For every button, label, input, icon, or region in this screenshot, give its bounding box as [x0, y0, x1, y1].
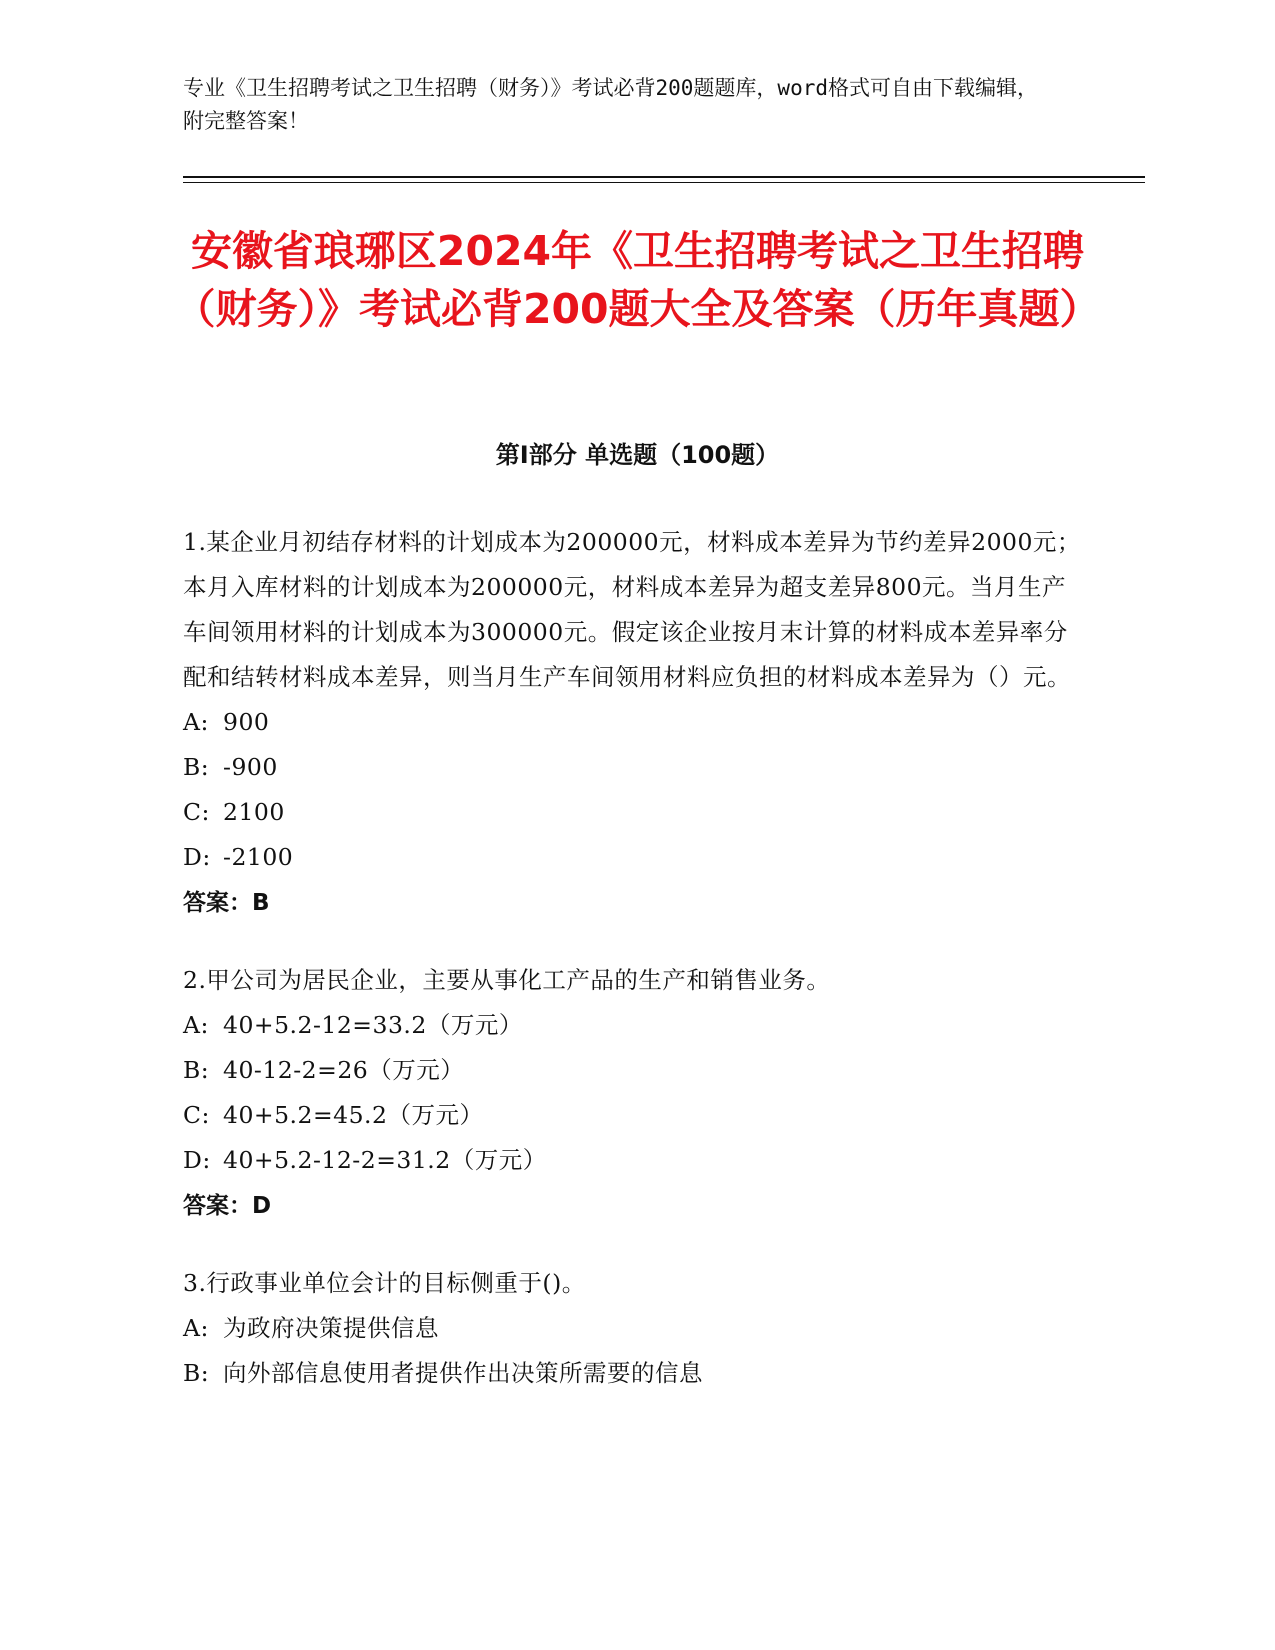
option-letter: B: [183, 1359, 210, 1387]
option-text: 40+5.2=45.2（万元） [223, 1101, 484, 1129]
question-stem: 2.甲公司为居民企业，主要从事化工产品的生产和销售业务。 [183, 966, 831, 994]
option-letter: A: [183, 1314, 209, 1342]
option-text: 向外部信息使用者提供作出决策所需要的信息 [223, 1359, 703, 1387]
option-d [183, 1138, 1083, 1183]
option-letter: D: [183, 843, 211, 871]
question-list [183, 520, 1083, 1428]
question-1 [183, 520, 1083, 926]
option-c [183, 790, 1083, 835]
option-b [183, 1048, 1083, 1093]
question-stem: 1.某企业月初结存材料的计划成本为200000元，材料成本差异为节约差异2000元；本月入库材料的计划成本为200000元，材料成本差异为超支差异800元。当月生产车间领用材料的计划成本为300000元。假定该企业按月末计算的材料成本差异率分配和结转材料成本差异，则当月生产车间领用材料应负担的材料成本差异为（）元。 [183, 528, 1081, 691]
answer-line: 答案：D [183, 1193, 272, 1219]
option-letter: A: [183, 708, 209, 736]
option-letter: B: [183, 753, 210, 781]
option-text: 900 [223, 708, 270, 736]
option-a [183, 1306, 1083, 1351]
question-2 [183, 958, 1083, 1229]
question-3 [183, 1261, 1083, 1396]
option-a [183, 700, 1083, 745]
option-b [183, 1351, 1083, 1396]
option-text: 40-12-2=26（万元） [223, 1056, 465, 1084]
header-rule-thin [183, 182, 1145, 183]
option-letter: A: [183, 1011, 209, 1039]
option-d [183, 835, 1083, 880]
option-text: 为政府决策提供信息 [223, 1314, 439, 1342]
header-note: 专业《卫生招聘考试之卫生招聘（财务）》考试必背200题题库，word格式可自由下载编辑，附完整答案！ [183, 76, 1038, 133]
section-title: 第I部分 单选题（100题） [495, 441, 780, 469]
option-c [183, 1093, 1083, 1138]
option-text: 40+5.2-12-2=31.2（万元） [223, 1146, 547, 1174]
option-text: 2100 [223, 798, 285, 826]
option-a [183, 1003, 1083, 1048]
option-text: -900 [223, 753, 278, 781]
option-letter: C: [183, 798, 210, 826]
option-text: 40+5.2-12=33.2（万元） [223, 1011, 523, 1039]
document-title: 安徽省琅琊区2024年《卫生招聘考试之卫生招聘（财务）》考试必背200题大全及答案（历年真题） [174, 227, 1101, 333]
option-letter: C: [183, 1101, 210, 1129]
option-b [183, 745, 1083, 790]
header-rule-thick [183, 176, 1145, 178]
question-stem: 3.行政事业单位会计的目标侧重于()。 [183, 1269, 586, 1297]
option-letter: D: [183, 1146, 211, 1174]
option-letter: B: [183, 1056, 210, 1084]
answer-line: 答案：B [183, 890, 270, 916]
option-text: -2100 [223, 843, 294, 871]
